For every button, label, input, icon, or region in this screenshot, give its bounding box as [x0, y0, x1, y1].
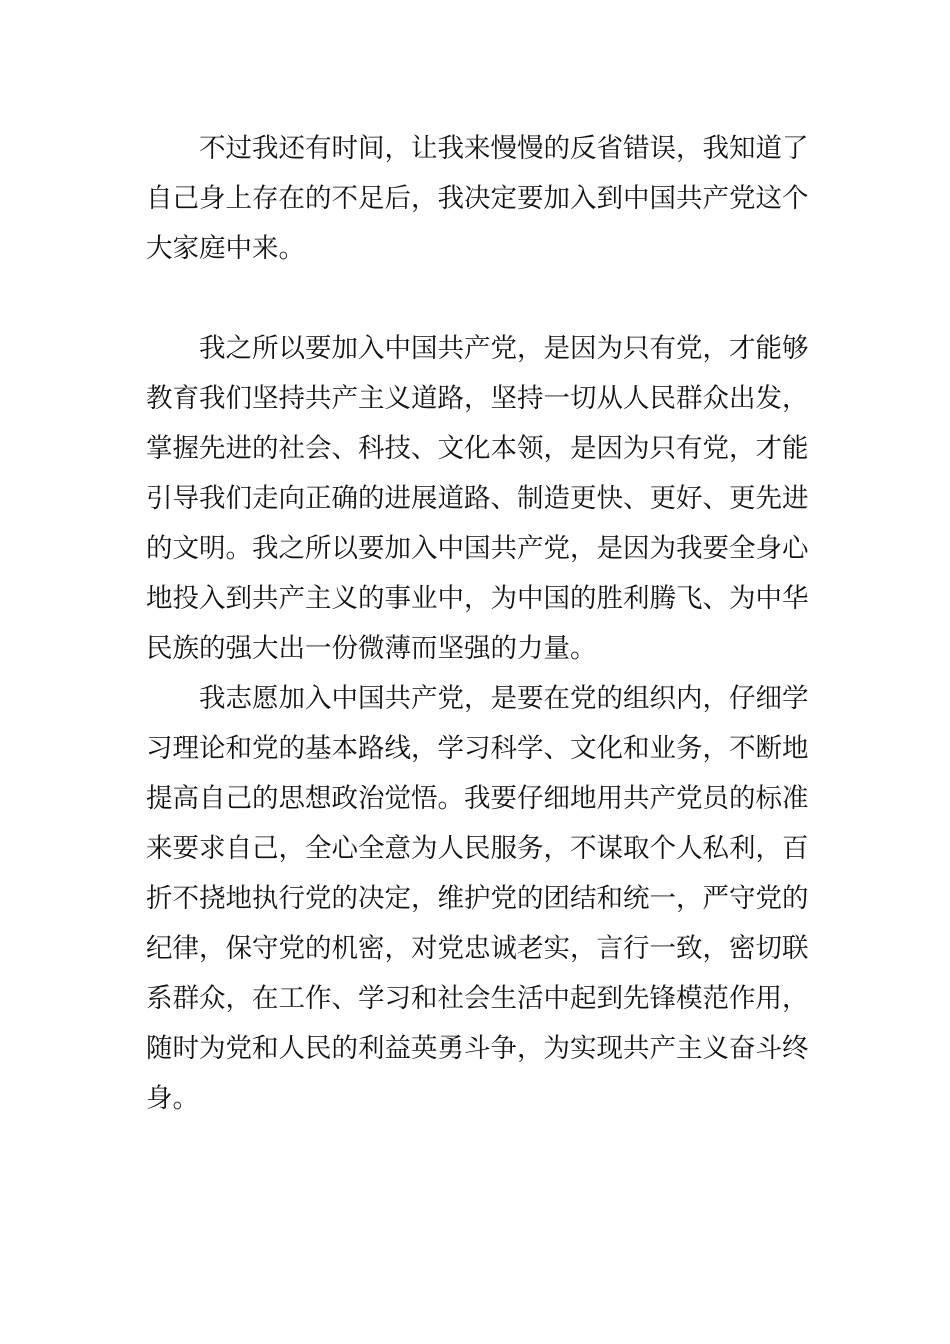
text-line: 引导我们走向正确的进展道路、制造更快、更好、更先进	[146, 483, 809, 514]
text-line: 系群众，在工作、学习和社会生活中起到先锋模范作用，	[146, 983, 809, 1014]
text-line: 随时为党和人民的利益英勇斗争，为实现共产主义奋斗终	[146, 1033, 809, 1064]
text-line: 大家庭中来。	[146, 233, 305, 264]
text-line: 地投入到共产主义的事业中，为中国的胜利腾飞、为中华	[146, 583, 809, 614]
text-line: 不过我还有时间，让我来慢慢的反省错误，我知道了	[199, 133, 809, 164]
text-line: 习理论和党的基本路线，学习科学、文化和业务，不断地	[146, 733, 809, 764]
text-line: 我之所以要加入中国共产党，是因为只有党，才能够	[199, 333, 809, 364]
text-line: 民族的强大出一份微薄而坚强的力量。	[146, 633, 597, 664]
paragraph-3	[146, 674, 816, 1124]
text-line: 纪律，保守党的机密，对党忠诚老实，言行一致，密切联	[146, 933, 809, 964]
paragraph-1	[146, 124, 816, 274]
text-line: 我志愿加入中国共产党，是要在党的组织内，仔细学	[199, 683, 809, 714]
paragraph-2	[146, 324, 816, 674]
text-line: 来要求自己，全心全意为人民服务，不谋取个人私利，百	[146, 833, 809, 864]
text-line: 折不挠地执行党的决定，维护党的团结和统一，严守党的	[146, 883, 809, 914]
text-line: 教育我们坚持共产主义道路，坚持一切从人民群众出发，	[146, 383, 809, 414]
text-line: 自己身上存在的不足后，我决定要加入到中国共产党这个	[146, 183, 809, 214]
text-line: 的文明。我之所以要加入中国共产党，是因为我要全身心	[146, 533, 809, 564]
text-line: 身。	[146, 1083, 199, 1114]
text-line: 掌握先进的社会、科技、文化本领，是因为只有党，才能	[146, 433, 809, 464]
text-line: 提高自己的思想政治觉悟。我要仔细地用共产党员的标准	[146, 783, 809, 814]
